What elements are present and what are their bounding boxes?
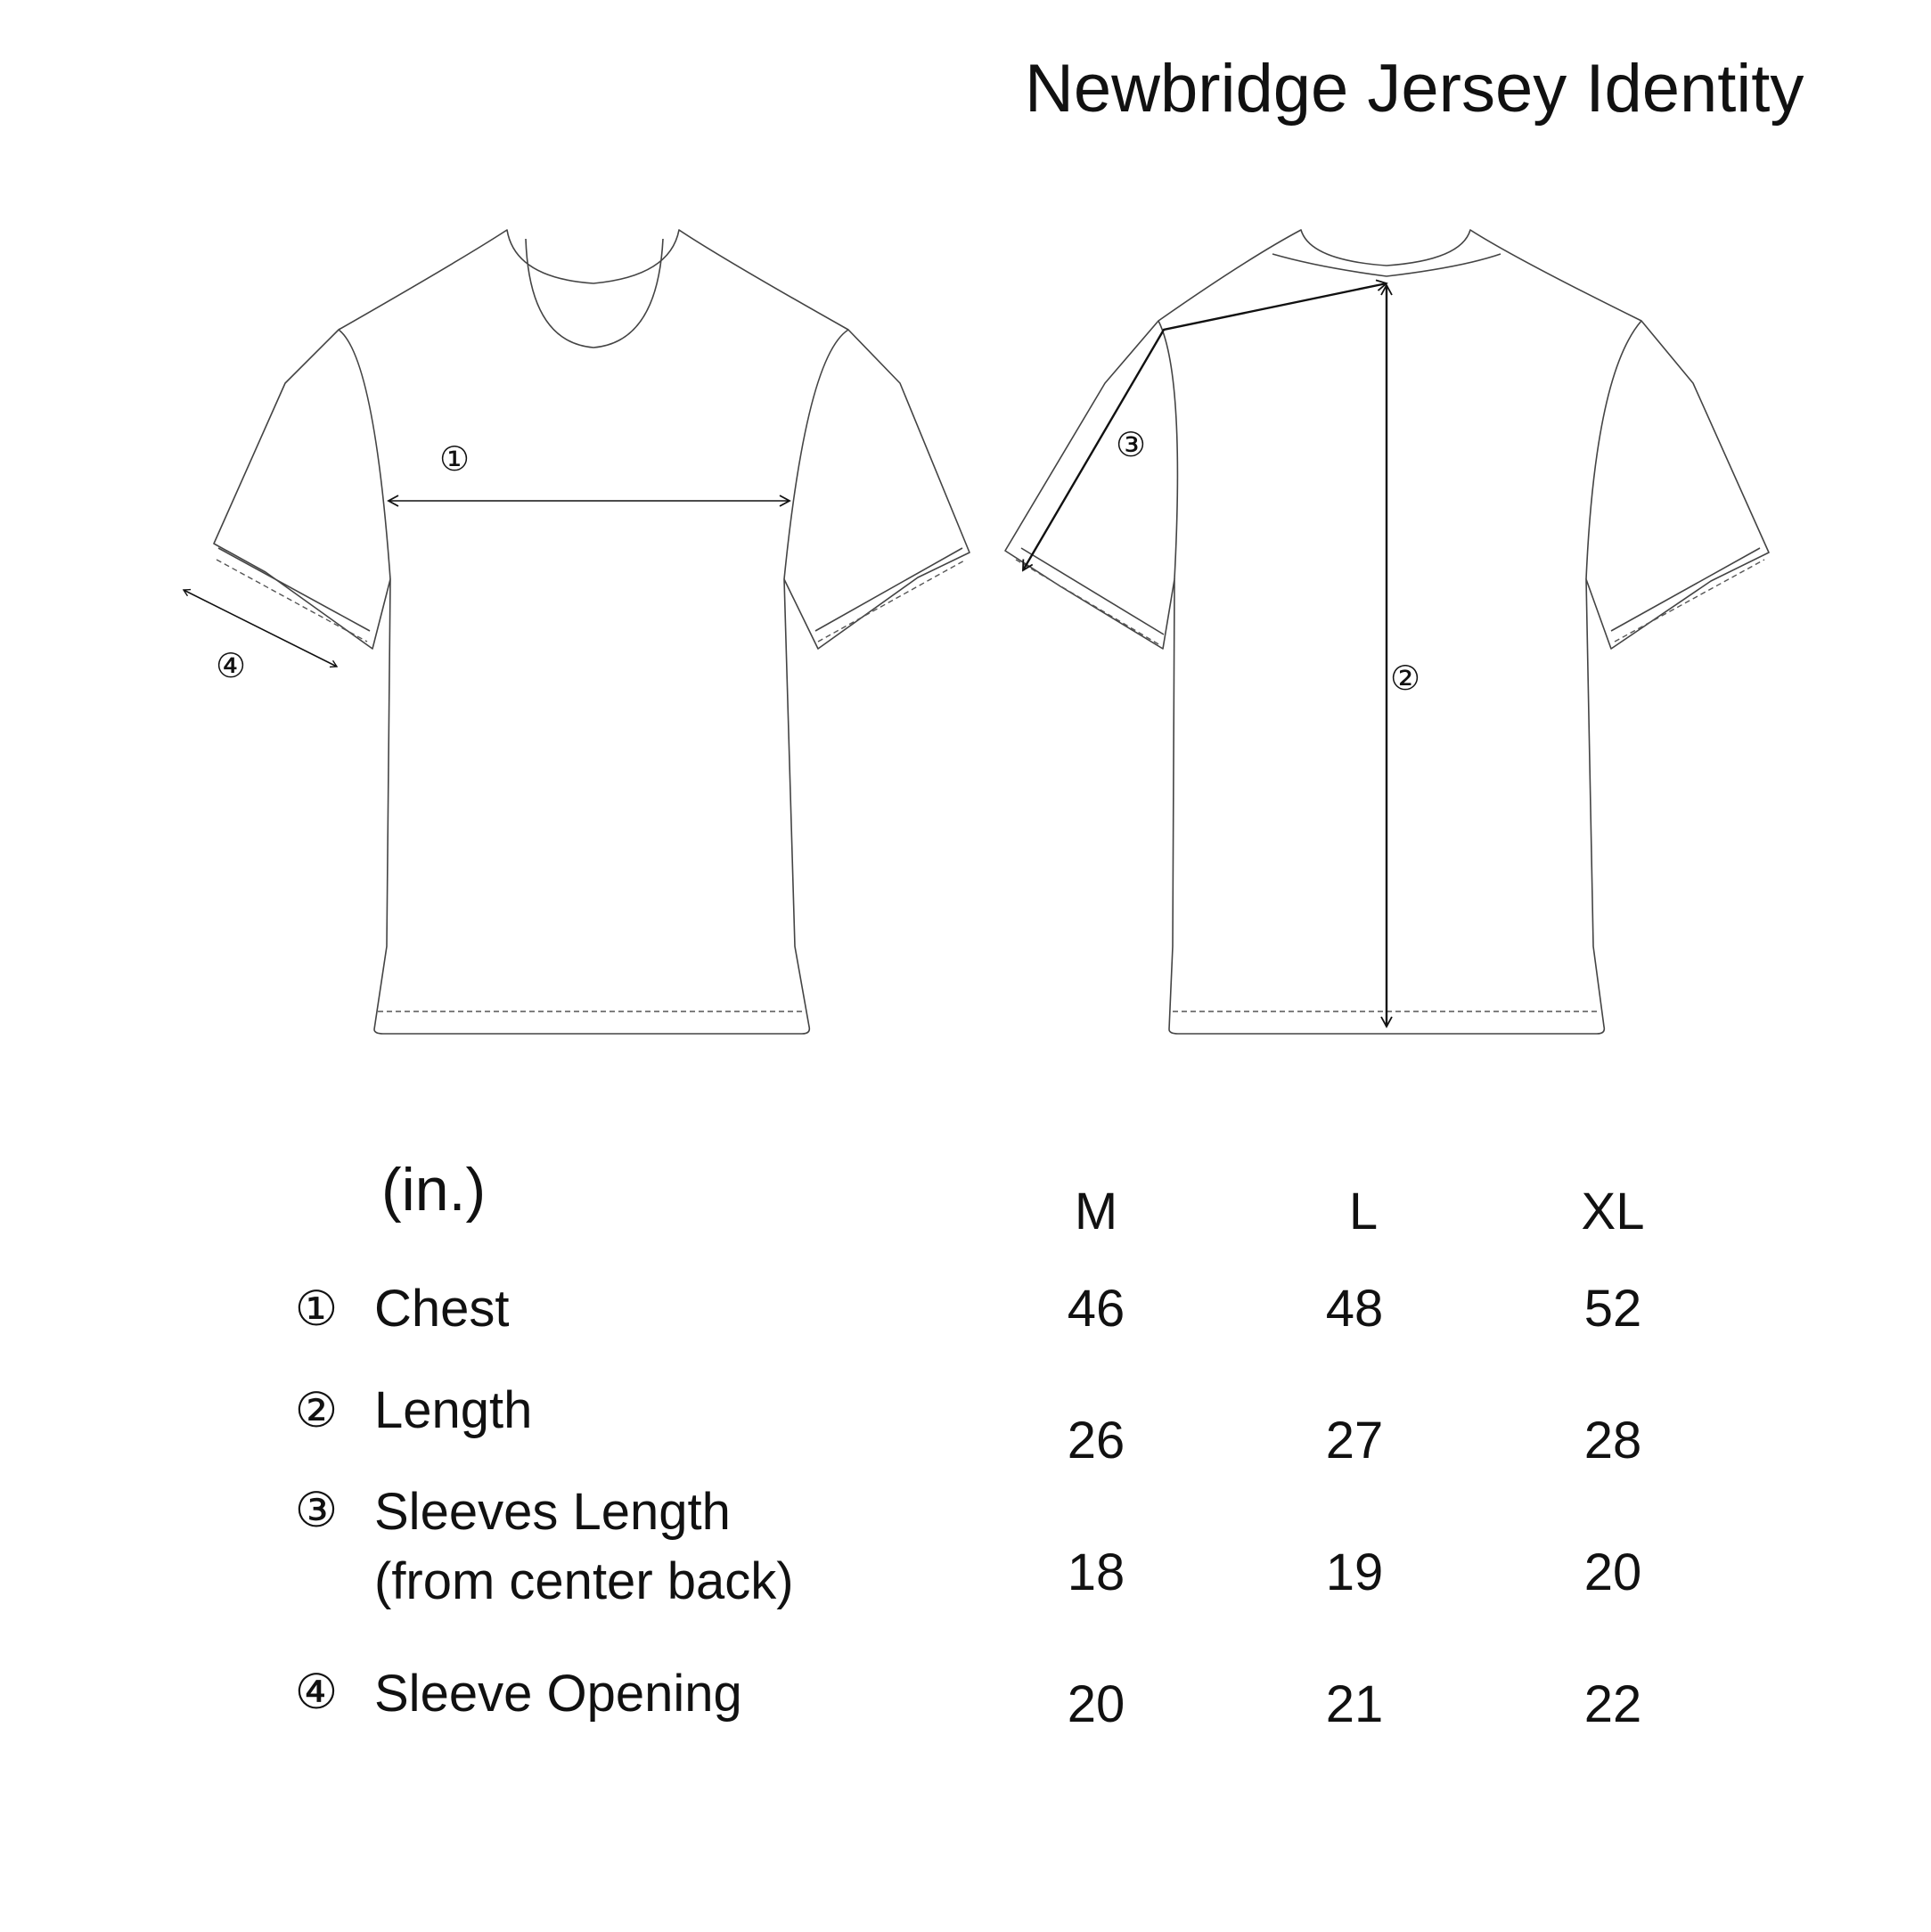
front-shirt [184,230,970,1034]
sleeve-opening-marker: ④ [216,646,247,685]
front-shirt-outline [214,230,970,1034]
size-header-m: M [1074,1183,1118,1240]
back-left-armhole [1158,321,1177,579]
size-header-xl: XL [1581,1183,1645,1240]
unit-label: (in.) [381,1156,487,1224]
sleeves-length-marker: ③ [1116,425,1147,464]
row-sleeves-length-l: 19 [1325,1543,1384,1601]
page-title: Newbridge Jersey Identity [1025,51,1804,127]
length-marker: ② [1390,659,1421,698]
back-left-cuff-stitch [1016,560,1160,645]
back-shirt [1005,230,1769,1034]
row-length-l: 27 [1325,1412,1384,1469]
row-chest-label: Chest [374,1280,510,1338]
row-sleeve-opening-xl: 22 [1583,1675,1642,1733]
row-chest-l: 48 [1325,1280,1384,1338]
row-sleeves-length-m: 18 [1067,1543,1125,1601]
size-header-l: L [1348,1183,1379,1240]
row-length-xl: 28 [1583,1412,1642,1469]
row-chest-m: 46 [1067,1280,1125,1338]
back-right-cuff [1611,548,1760,631]
row-sleeve-opening-l: 21 [1325,1675,1384,1733]
row-sleeves-length-marker: ③ [294,1482,339,1538]
front-left-armhole [339,330,390,579]
front-neck-rib [526,239,663,348]
back-left-cuff [1021,548,1164,634]
row-sleeve-opening-marker: ④ [294,1664,339,1720]
row-length-m: 26 [1067,1412,1125,1469]
sleeve-opening-measure-line [184,590,337,667]
row-sleeves-length-label-line2: (from center back) [374,1552,794,1610]
row-sleeves-length-xl: 20 [1583,1543,1642,1601]
row-sleeve-opening-m: 20 [1067,1675,1125,1733]
front-right-armhole [784,330,848,579]
front-left-cuff-stitch [217,560,367,642]
row-sleeve-opening-label: Sleeve Opening [374,1665,742,1723]
row-sleeves-length-label: Sleeves Length [374,1483,731,1541]
back-right-cuff-stitch [1615,560,1764,642]
sleeves-length-measure-line [1023,283,1387,570]
row-length-label: Length [374,1381,533,1439]
front-right-cuff-stitch [818,560,966,642]
row-chest-xl: 52 [1583,1280,1642,1338]
front-right-cuff [815,548,962,631]
back-right-armhole [1586,321,1641,579]
row-chest-marker: ① [294,1281,339,1337]
chest-marker: ① [439,439,470,479]
row-length-marker: ② [294,1382,339,1438]
